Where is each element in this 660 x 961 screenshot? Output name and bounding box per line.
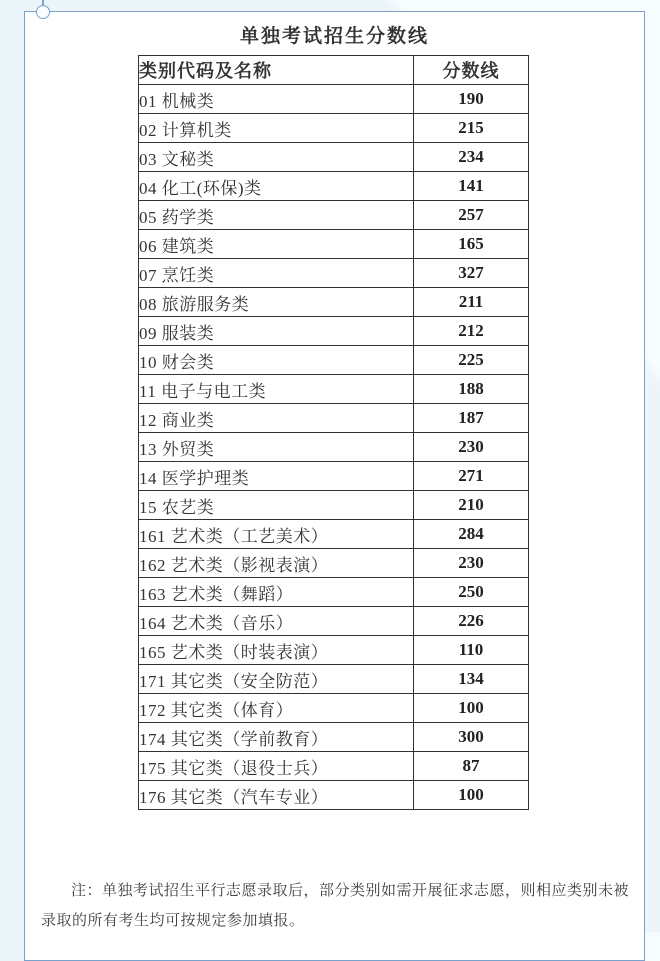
category-cell: 03 文秘类 — [139, 143, 414, 172]
table-row — [139, 230, 529, 259]
category-cell: 09 服装类 — [139, 317, 414, 346]
score-cell: 300 — [414, 723, 529, 752]
table-row — [139, 172, 529, 201]
score-cell: 234 — [414, 143, 529, 172]
category-cell: 164 艺术类（音乐） — [139, 607, 414, 636]
table-row — [139, 752, 529, 781]
table-row — [139, 462, 529, 491]
category-cell: 06 建筑类 — [139, 230, 414, 259]
score-cell: 250 — [414, 578, 529, 607]
category-cell: 11 电子与电工类 — [139, 375, 414, 404]
table-row — [139, 346, 529, 375]
score-cell: 225 — [414, 346, 529, 375]
table-row — [139, 781, 529, 810]
category-cell: 08 旅游服务类 — [139, 288, 414, 317]
table-row — [139, 433, 529, 462]
category-cell: 04 化工(环保)类 — [139, 172, 414, 201]
score-cell: 188 — [414, 375, 529, 404]
score-cell: 165 — [414, 230, 529, 259]
category-cell: 15 农艺类 — [139, 491, 414, 520]
table-row — [139, 114, 529, 143]
category-cell: 10 财会类 — [139, 346, 414, 375]
column-header-category: 类别代码及名称 — [139, 56, 414, 85]
category-cell: 05 药学类 — [139, 201, 414, 230]
score-cell: 190 — [414, 85, 529, 114]
footnote: 注：单独考试招生平行志愿录取后，部分类别如需开展征求志愿，则相应类别未被录取的所有考生均可按规定参加填报。 — [41, 882, 630, 929]
table-row — [139, 694, 529, 723]
score-cell: 257 — [414, 201, 529, 230]
category-cell: 172 其它类（体育） — [139, 694, 414, 723]
score-table — [138, 55, 529, 810]
score-cell: 87 — [414, 752, 529, 781]
table-row — [139, 201, 529, 230]
table-row — [139, 520, 529, 549]
table-row — [139, 578, 529, 607]
score-cell: 212 — [414, 317, 529, 346]
score-cell: 100 — [414, 694, 529, 723]
score-cell: 271 — [414, 462, 529, 491]
category-cell: 13 外贸类 — [139, 433, 414, 462]
table-row — [139, 404, 529, 433]
table-row — [139, 317, 529, 346]
content-card — [24, 11, 645, 961]
table-row — [139, 636, 529, 665]
score-table-body — [139, 85, 529, 810]
score-cell: 230 — [414, 433, 529, 462]
score-cell: 211 — [414, 288, 529, 317]
category-cell: 161 艺术类（工艺美术） — [139, 520, 414, 549]
category-cell: 174 其它类（学前教育） — [139, 723, 414, 752]
score-cell: 210 — [414, 491, 529, 520]
table-row — [139, 607, 529, 636]
table-row — [139, 665, 529, 694]
category-cell: 07 烹饪类 — [139, 259, 414, 288]
category-cell: 01 机械类 — [139, 85, 414, 114]
table-row — [139, 288, 529, 317]
score-cell: 110 — [414, 636, 529, 665]
category-cell: 171 其它类（安全防范） — [139, 665, 414, 694]
table-header-row — [139, 56, 529, 85]
page-title: 单独考试招生分数线 — [239, 26, 429, 47]
table-row — [139, 375, 529, 404]
score-cell: 327 — [414, 259, 529, 288]
score-cell: 215 — [414, 114, 529, 143]
score-cell: 141 — [414, 172, 529, 201]
pin-icon — [36, 5, 50, 19]
category-cell: 175 其它类（退役士兵） — [139, 752, 414, 781]
table-row — [139, 723, 529, 752]
category-cell: 163 艺术类（舞蹈） — [139, 578, 414, 607]
column-header-score: 分数线 — [414, 56, 529, 85]
score-cell: 230 — [414, 549, 529, 578]
table-row — [139, 259, 529, 288]
score-cell: 226 — [414, 607, 529, 636]
category-cell: 176 其它类（汽车专业） — [139, 781, 414, 810]
table-row — [139, 549, 529, 578]
category-cell: 14 医学护理类 — [139, 462, 414, 491]
category-cell: 02 计算机类 — [139, 114, 414, 143]
score-cell: 187 — [414, 404, 529, 433]
category-cell: 162 艺术类（影视表演） — [139, 549, 414, 578]
score-cell: 284 — [414, 520, 529, 549]
score-cell: 134 — [414, 665, 529, 694]
table-row — [139, 143, 529, 172]
category-cell: 12 商业类 — [139, 404, 414, 433]
table-row — [139, 85, 529, 114]
score-cell: 100 — [414, 781, 529, 810]
category-cell: 165 艺术类（时装表演） — [139, 636, 414, 665]
table-row — [139, 491, 529, 520]
